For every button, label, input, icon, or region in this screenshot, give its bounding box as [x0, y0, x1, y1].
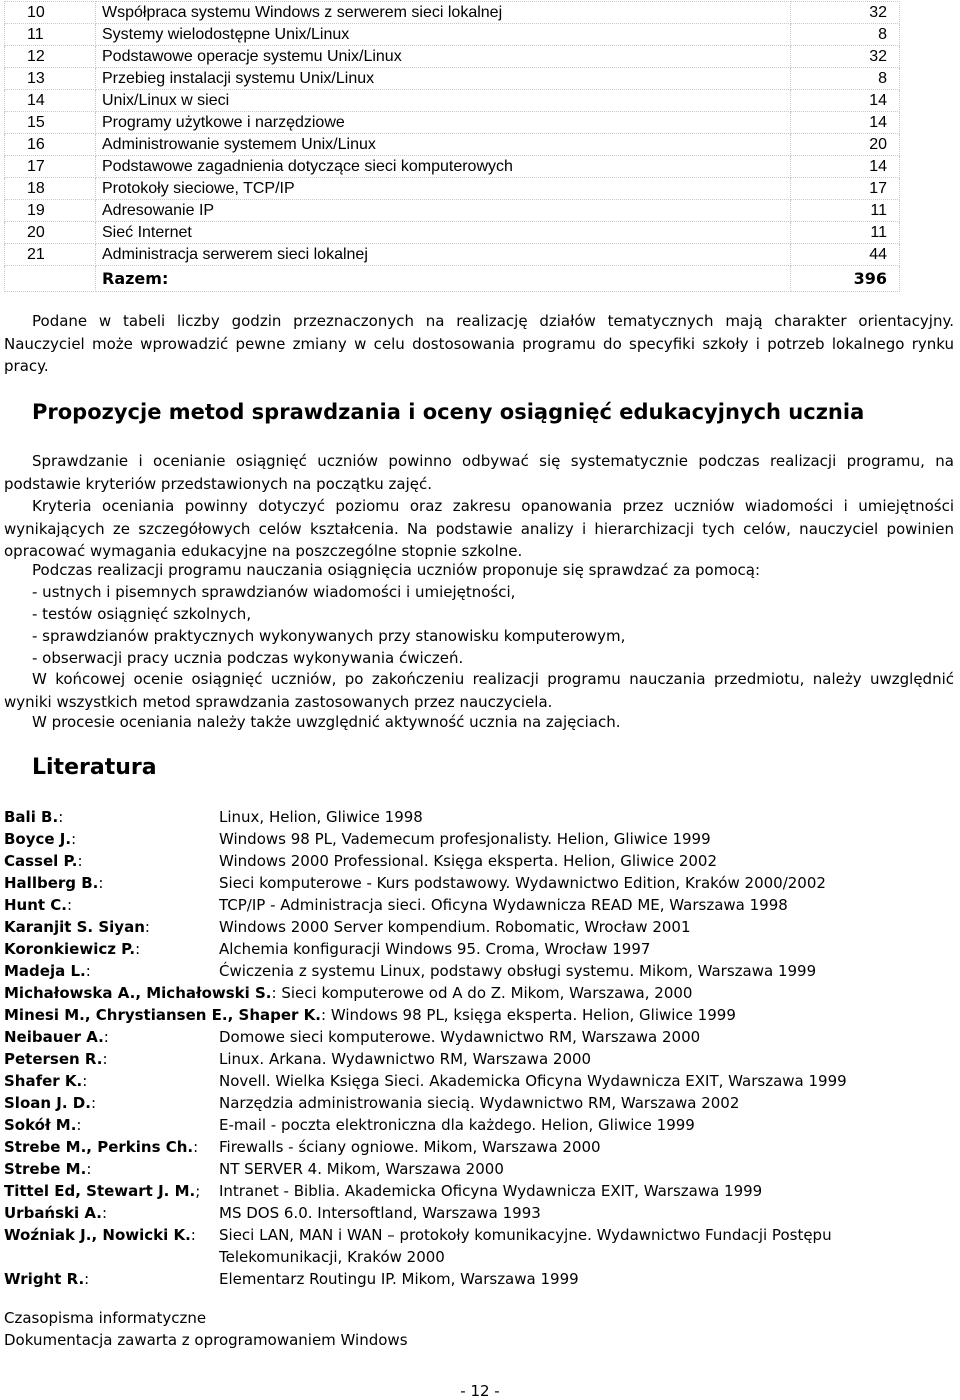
table-row [5, 134, 900, 156]
hours-note: Podane w tabeli liczby godzin przeznaczonych na realizację działów tematycznych mają charakter orientacyjny. Nauczyciel może wprowadzić pewne zmiany w celu dostosowania programu do specyfiki szkoły i potrzeb lokalnego rynku pracy. [4, 312, 954, 375]
total-value: 396 [791, 266, 900, 292]
row-hours: 32 [791, 2, 900, 24]
literature-description: Windows 2000 Professional. Księga eksperta. Helion, Gliwice 2002 [219, 852, 718, 870]
literature-description: Sieci komputerowe od A do Z. Mikom, Warszawa, 2000 [281, 984, 693, 1002]
literature-entry [4, 938, 954, 960]
literature-entry [4, 960, 954, 982]
literature-entry [4, 1224, 954, 1268]
table-row [5, 178, 900, 200]
literature-author-name: Tittel Ed, Stewart J. M. [4, 1182, 196, 1200]
literature-description: Elementarz Routingu IP. Mikom, Warszawa 1999 [219, 1270, 579, 1288]
table-row [5, 90, 900, 112]
literature-entry [4, 828, 954, 850]
literature-entry [4, 1136, 954, 1158]
total-row-empty-cell [5, 266, 96, 292]
row-hours: 32 [791, 46, 900, 68]
literature-author: Neibauer A.: [4, 1028, 109, 1046]
literature-list [4, 806, 954, 1290]
literature-author: Boyce J.: [4, 830, 77, 848]
literature-author: Urbański A.: [4, 1204, 108, 1222]
assessment-paragraph-4: W końcowej ocenie osiągnięć uczniów, po zakończeniu realizacji programu nauczania przedmiotu, należy uwzględnić wyniki wszystkich metod sprawdzania zastosowanych przez nauczyciela. [4, 670, 954, 711]
literature-description: Ćwiczenia z systemu Linux, podstawy obsługi systemu. Mikom, Warszawa 1999 [219, 962, 817, 980]
literature-entry [4, 872, 954, 894]
literature-description: Novell. Wielka Księga Sieci. Akademicka Oficyna Wydawnicza EXIT, Warszawa 1999 [219, 1072, 847, 1090]
literature-author-name: Karanjit S. Siyan [4, 918, 145, 936]
row-hours: 11 [791, 222, 900, 244]
total-label: Razem: [96, 266, 791, 292]
literature-entry [4, 1158, 954, 1180]
misc-line-documentation: Dokumentacja zawarta z oprogramowaniem Windows [4, 1331, 408, 1349]
literature-entry [4, 1114, 954, 1136]
row-subject: Administrowanie systemem Unix/Linux [96, 134, 791, 156]
literature-author-name: Michałowska A., Michałowski S. [4, 984, 272, 1002]
assessment-list-item: - ustnych i pisemnych sprawdzianów wiadomości i umiejętności, [32, 583, 516, 601]
table-row [5, 200, 900, 222]
literature-author: Tittel Ed, Stewart J. M.; [4, 1182, 201, 1200]
row-hours: 11 [791, 200, 900, 222]
row-number: 21 [5, 244, 96, 266]
literature-description: E-mail - poczta elektroniczna dla każdego. Helion, Gliwice 1999 [219, 1116, 695, 1134]
row-subject: Administracja serwerem sieci lokalnej [96, 244, 791, 266]
row-hours: 8 [791, 68, 900, 90]
literature-author: Minesi M., Chrystiansen E., Shaper K.: [4, 1006, 331, 1024]
hours-table [4, 1, 900, 292]
literature-author-name: Sokół M. [4, 1116, 77, 1134]
literature-description: Windows 98 PL, księga eksperta. Helion, Gliwice 1999 [330, 1006, 736, 1024]
row-subject: Podstawowe zagadnienia dotyczące sieci komputerowych [96, 156, 791, 178]
literature-author: Shafer K.: [4, 1072, 88, 1090]
row-hours: 20 [791, 134, 900, 156]
table-row [5, 46, 900, 68]
literature-author: Strebe M., Perkins Ch.: [4, 1138, 199, 1156]
literature-author-name: Petersen R. [4, 1050, 103, 1068]
literature-description: Windows 2000 Server kompendium. Robomatic, Wrocław 2001 [219, 918, 691, 936]
row-number: 14 [5, 90, 96, 112]
literature-author: Bali B.: [4, 808, 64, 826]
row-number: 11 [5, 24, 96, 46]
row-number: 19 [5, 200, 96, 222]
literature-description: Intranet - Biblia. Akademicka Oficyna Wydawnicza EXIT, Warszawa 1999 [219, 1182, 763, 1200]
literature-description: Firewalls - ściany ogniowe. Mikom, Warszawa 2000 [219, 1138, 601, 1156]
table-row [5, 2, 900, 24]
literature-author-name: Shafer K. [4, 1072, 83, 1090]
row-hours: 44 [791, 244, 900, 266]
page-number: - 12 - [460, 1382, 500, 1400]
assessment-paragraph-5: W procesie oceniania należy także uwzględnić aktywność ucznia na zajęciach. [32, 713, 621, 731]
assessment-paragraph-2: Kryteria oceniania powinny dotyczyć poziomu oraz zakresu opanowania przez uczniów wiadomości i umiejętności wynikających ze szczegółowych celów kształcenia. Na podstawie analizy i hierarchizacji tych celów, nauczyciel powinien opracować wymagania edukacyjne na poszczególne stopnie szkolne. [4, 497, 954, 560]
row-hours: 14 [791, 112, 900, 134]
assessment-paragraph-3: Podczas realizacji programu nauczania osiągnięcia uczniów proponuje się sprawdzać za pomocą: [32, 561, 761, 579]
literature-author-name: Strebe M. [4, 1160, 87, 1178]
literature-entry [4, 1180, 954, 1202]
assessment-list-item: - obserwacji pracy ucznia podczas wykonywania ćwiczeń. [32, 649, 464, 667]
row-hours: 14 [791, 156, 900, 178]
row-number: 18 [5, 178, 96, 200]
literature-author: Woźniak J., Nowicki K.: [4, 1226, 196, 1244]
literature-author: Hunt C.: [4, 896, 73, 914]
literature-author: Michałowska A., Michałowski S.: [4, 984, 282, 1002]
literature-author-name: Urbański A. [4, 1204, 102, 1222]
literature-author: Petersen R.: [4, 1050, 108, 1068]
row-number: 16 [5, 134, 96, 156]
row-subject: Unix/Linux w sieci [96, 90, 791, 112]
literature-author-name: Bali B. [4, 808, 59, 826]
table-row [5, 156, 900, 178]
literature-entry [4, 1202, 954, 1224]
literature-author-name: Wright R. [4, 1270, 85, 1288]
literature-author: Sloan J. D.: [4, 1094, 96, 1112]
literature-author-name: Hallberg B. [4, 874, 99, 892]
literature-description: Linux, Helion, Gliwice 1998 [219, 808, 423, 826]
table-row [5, 24, 900, 46]
literature-entry [4, 894, 954, 916]
literature-author: Karanjit S. Siyan: [4, 918, 150, 936]
row-subject: Adresowanie IP [96, 200, 791, 222]
row-number: 20 [5, 222, 96, 244]
literature-author: Strebe M.: [4, 1160, 92, 1178]
row-subject: Systemy wielodostępne Unix/Linux [96, 24, 791, 46]
literature-author: Wright R.: [4, 1270, 90, 1288]
table-row [5, 112, 900, 134]
literature-author-name: Koronkiewicz P. [4, 940, 136, 958]
literature-author-name: Madeja L. [4, 962, 86, 980]
assessment-paragraph-1: Sprawdzanie i ocenianie osiągnięć uczniów powinno odbywać się systematycznie podczas realizacji programu, na podstawie kryteriów przedstawionych na początku zajęć. [4, 452, 954, 493]
literature-author-name: Sloan J. D. [4, 1094, 91, 1112]
table-row [5, 68, 900, 90]
literature-author-name: Boyce J. [4, 830, 72, 848]
literature-entry [4, 1092, 954, 1114]
literature-heading: Literatura [32, 755, 157, 780]
literature-entry [4, 806, 954, 828]
assessment-list-item: - sprawdzianów praktycznych wykonywanych przy stanowisku komputerowym, [32, 627, 626, 645]
literature-author-name: Woźniak J., Nowicki K. [4, 1226, 191, 1244]
row-number: 12 [5, 46, 96, 68]
literature-author: Cassel P.: [4, 852, 83, 870]
row-number: 10 [5, 2, 96, 24]
row-number: 17 [5, 156, 96, 178]
row-subject: Protokoły sieciowe, TCP/IP [96, 178, 791, 200]
row-subject: Podstawowe operacje systemu Unix/Linux [96, 46, 791, 68]
literature-entry [4, 916, 954, 938]
literature-description: TCP/IP - Administracja sieci. Oficyna Wydawnicza READ ME, Warszawa 1998 [219, 896, 788, 914]
table-row [5, 222, 900, 244]
literature-description: Alchemia konfiguracji Windows 95. Croma, Wrocław 1997 [219, 940, 651, 958]
literature-author: Hallberg B.: [4, 874, 104, 892]
assessment-heading: Propozycje metod sprawdzania i oceny osiągnięć edukacyjnych ucznia [32, 400, 865, 424]
literature-entry [4, 1048, 954, 1070]
row-number: 13 [5, 68, 96, 90]
literature-author-name: Minesi M., Chrystiansen E., Shaper K. [4, 1006, 321, 1024]
literature-author: Madeja L.: [4, 962, 91, 980]
row-subject: Współpraca systemu Windows z serwerem sieci lokalnej [96, 2, 791, 24]
assessment-list-item: - testów osiągnięć szkolnych, [32, 605, 252, 623]
literature-description: Sieci komputerowe - Kurs podstawowy. Wydawnictwo Edition, Kraków 2000/2002 [219, 874, 826, 892]
misc-line-magazines: Czasopisma informatyczne [4, 1309, 207, 1327]
literature-entry [4, 1268, 954, 1290]
literature-description: NT SERVER 4. Mikom, Warszawa 2000 [219, 1160, 504, 1178]
row-subject: Programy użytkowe i narzędziowe [96, 112, 791, 134]
literature-entry [4, 1070, 954, 1092]
literature-entry [4, 982, 954, 1004]
literature-author-name: Hunt C. [4, 896, 68, 914]
literature-author: Sokół M.: [4, 1116, 82, 1134]
literature-author-name: Cassel P. [4, 852, 78, 870]
literature-description: Linux. Arkana. Wydawnictwo RM, Warszawa 2000 [219, 1050, 592, 1068]
row-hours: 17 [791, 178, 900, 200]
row-number: 15 [5, 112, 96, 134]
literature-description: Domowe sieci komputerowe. Wydawnictwo RM, Warszawa 2000 [219, 1028, 701, 1046]
row-hours: 8 [791, 24, 900, 46]
literature-description: MS DOS 6.0. Intersoftland, Warszawa 1993 [219, 1204, 541, 1222]
row-subject: Przebieg instalacji systemu Unix/Linux [96, 68, 791, 90]
literature-description: Narzędzia administrowania siecią. Wydawnictwo RM, Warszawa 2002 [219, 1094, 740, 1112]
literature-description: Sieci LAN, MAN i WAN – protokoły komunikacyjne. Wydawnictwo Fundacji Postępu Telekomunikacji, Kraków 2000 [219, 1226, 832, 1266]
literature-entry [4, 1026, 954, 1048]
row-subject: Sieć Internet [96, 222, 791, 244]
table-row [5, 244, 900, 266]
total-row [5, 266, 900, 292]
literature-entry [4, 850, 954, 872]
literature-author-name: Neibauer A. [4, 1028, 104, 1046]
literature-author: Koronkiewicz P.: [4, 940, 141, 958]
literature-author-name: Strebe M., Perkins Ch. [4, 1138, 194, 1156]
row-hours: 14 [791, 90, 900, 112]
literature-entry [4, 1004, 954, 1026]
literature-description: Windows 98 PL, Vademecum profesjonalisty. Helion, Gliwice 1999 [219, 830, 711, 848]
